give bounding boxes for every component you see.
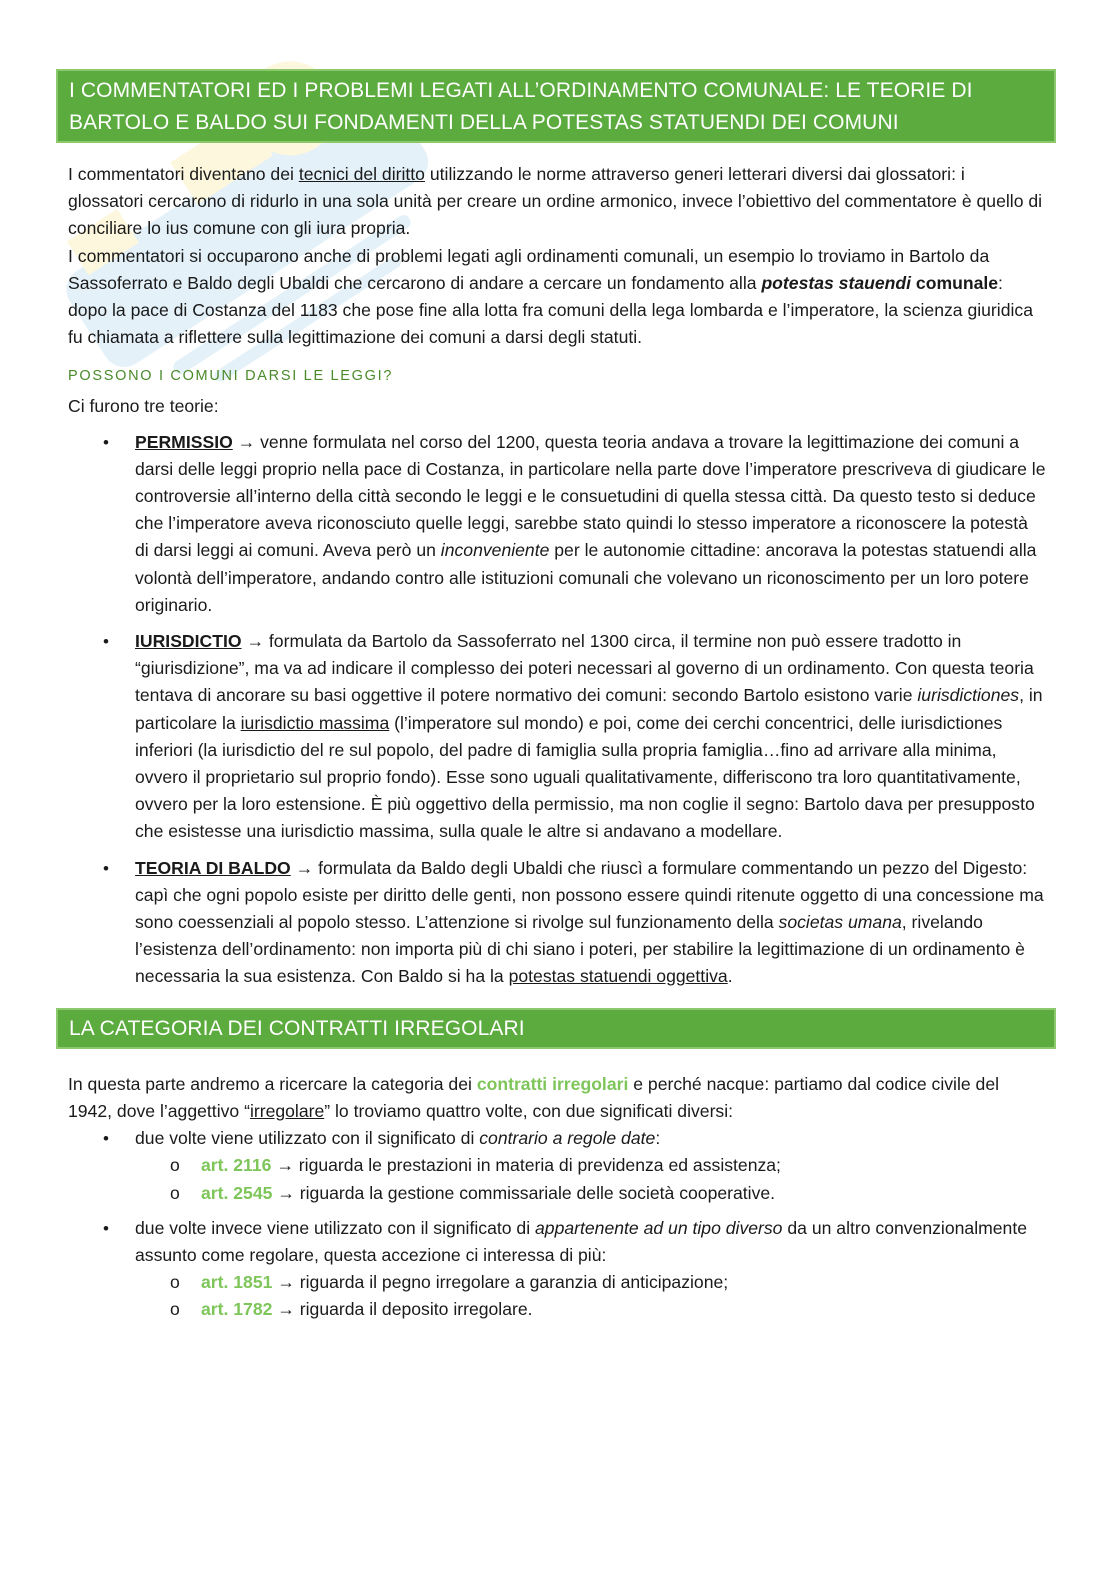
italic-term: societas umana <box>778 912 902 933</box>
arrow-icon: → <box>276 1155 294 1176</box>
list-item-appartenente <box>56 1215 1056 1324</box>
underlined-term: potestas statuendi oggettiva <box>508 966 728 987</box>
text: venne formulata nel corso del 1200, questa teoria andava a trovare la legittimazione dei comuni a darsi delle leggi proprio nella pace di Costanza, in particolare nella parte dove l’imperatore prescriveva di giudicare le controversie all’interno della città secondo le leggi e le consuetudini di quella stessa città. Da questo testo si deduce che l’imperatore aveva riconosciuto quelle leggi, sarebbe stato quindi lo stesso imperatore a riconoscere la potestà di darsi leggi ai comuni. Aveva però un <box>135 431 1046 561</box>
text: (l’imperatore sul mondo) e poi, come dei cerchi concentrici, delle iurisdictiones inferiori (la iurisdictio del re sul popolo, del padre di famiglia sulla propria famiglia…fino ad arrivare alla minima, ovvero il proprietario sul proprio fondo). Esse sono uguali qualitativamente, differiscono tra loro quantitativamente, ovvero per la loro estensione. È più oggettivo della permissio, ma non coglie il segno: Bartolo dava per presupposto che esistesse una iurisdictio massima, sulla quale le altre si andavano a modellare. <box>135 712 1035 842</box>
list-item-permissio <box>56 429 1056 619</box>
article-item <box>56 1180 1046 1207</box>
text: : dopo la pace di Costanza del 1183 che pose fine alla lotta fra comuni della lega lombarda e l’imperatore, la scienza giuridica fu chiamata a riflettere sulla legittimazione dei comuni a darsi degli statuti. <box>68 272 1033 348</box>
text: per le autonomie cittadine: ancorava la potestas statuendi alla volontà dell’imperatore, andando contro alle istituzioni comunali che volevano un riconoscimento per un loro potere originario. <box>135 540 1037 615</box>
underlined-term: tecnici del diritto <box>298 164 425 184</box>
italic-term: appartenente ad un tipo diverso <box>535 1217 783 1238</box>
italic-term: inconveniente <box>440 540 550 561</box>
article-number: art. 1782 <box>201 1299 273 1320</box>
theories-list <box>56 429 1056 991</box>
text: formulata da Baldo degli Ubaldi che riuscì a formulare commentando un pezzo del Digesto: capì che ogni popolo esiste per diritto delle genti, non possono essere quindi ritenute oggetto di una concessione ma sono coessenziali al popolo stesso. L’attenzione si rivolge sul funzionamento della <box>135 857 1044 933</box>
article-item <box>56 1296 1046 1323</box>
underlined-term: irregolare <box>249 1100 325 1121</box>
articles-list <box>56 1269 1046 1323</box>
italic-term: iurisdictiones <box>917 685 1020 706</box>
term: TEORIA DI BALDO <box>135 857 291 878</box>
text: riguarda la gestione commissariale delle società cooperative. <box>294 1182 776 1203</box>
article-number: art. 1851 <box>201 1272 273 1293</box>
text: riguarda il pegno irregolare a garanzia di anticipazione; <box>294 1272 729 1293</box>
italic-term: contrario a regole date <box>479 1128 656 1149</box>
subheading-comuni-leggi: POSSONO I COMUNI DARSI LE LEGGI? <box>68 368 394 385</box>
arrow-icon: → <box>295 857 314 878</box>
bold-term: comunale <box>911 272 999 293</box>
article-number: art. 2545 <box>201 1182 273 1203</box>
text: due volte invece viene utilizzato con il significato di <box>135 1217 535 1238</box>
term: PERMISSIO <box>135 431 233 452</box>
text: riguarda le prestazioni in materia di previdenza ed assistenza; <box>293 1155 781 1176</box>
highlight-term: contratti irregolari <box>476 1073 629 1094</box>
text: due volte viene utilizzato con il significato di <box>135 1128 480 1149</box>
article-item <box>56 1152 1046 1179</box>
text: : <box>655 1128 661 1149</box>
term: IURISDICTIO <box>135 631 242 652</box>
text: . <box>727 966 733 987</box>
text: formulata da Bartolo da Sassoferrato nel 1300 circa, il termine non può essere tradotto in “giurisdizione”, ma va ad indicare il complesso dei poteri necessari al governo di un ordinamento. Con questa teoria tentava di ancorare su basi oggettive il potere normativo dei comuni: secondo Bartolo esistono varie <box>135 631 1034 706</box>
text: riguarda il deposito irregolare. <box>294 1299 533 1320</box>
article-number: art. 2116 <box>201 1155 272 1176</box>
bold-italic-term: potestas stauendi <box>761 272 912 293</box>
arrow-icon: → <box>277 1182 295 1203</box>
text: utilizzando le norme attraverso generi letterari diversi dai glossatori: i glossatori cercarono di ridurlo in una sola unità per creare un ordine armonico, invece l’obiettivo del commentatore è quello di conciliare lo ius comune con gli iura propria. <box>68 164 1043 239</box>
text: , in particolare la <box>135 685 1043 733</box>
arrow-icon: → <box>277 1299 295 1320</box>
article-item <box>56 1269 1046 1296</box>
paragraph-ordinamenti <box>68 243 1044 352</box>
intro-text <box>56 161 1056 351</box>
text: I commentatori diventano dei <box>68 164 299 184</box>
contratti-intro <box>56 1071 1056 1125</box>
list-item-teoria-baldo <box>56 855 1056 991</box>
articles-list <box>56 1152 1046 1206</box>
text: e perché nacque: partiamo dal codice civile del 1942, dove l’aggettivo “ <box>68 1073 1000 1121</box>
paragraph-contratti <box>68 1071 1044 1125</box>
meanings-list <box>56 1125 1056 1323</box>
list-item-contrario <box>56 1125 1056 1207</box>
arrow-icon: → <box>277 1272 295 1293</box>
arrow-icon: → <box>237 431 256 452</box>
page-content <box>56 69 1056 1333</box>
arrow-icon: → <box>246 631 265 652</box>
text: In questa parte andremo a ricercare la categoria dei <box>68 1073 477 1094</box>
lead-text: Ci furono tre teorie: <box>68 396 219 417</box>
text: ” lo troviamo quattro volte, con due significati diversi: <box>324 1100 734 1121</box>
text: , rivelando l’esistenza dell’ordinamento: non importa più di chi siano i poteri, per stabilire la legittimazione di un ordinamento è necessaria la sua esistenza. Con Baldo si ha la <box>135 912 1025 987</box>
list-item-iurisdictio <box>56 628 1056 846</box>
paragraph-commentatori <box>68 161 1044 243</box>
underlined-term: iurisdictio massima <box>240 712 390 733</box>
text: I commentatori si occuparono anche di problemi legati agli ordinamenti comunali, un esempio lo troviamo in Bartolo da Sassoferrato e Baldo degli Ubaldi che cercarono di andare a cercare un fondamento alla <box>68 245 990 293</box>
section-heading-contratti-irregolari: LA CATEGORIA DEI CONTRATTI IRREGOLARI <box>56 1008 1056 1049</box>
section-heading-commentatori: I COMMENTATORI ED I PROBLEMI LEGATI ALL’ORDINAMENTO COMUNALE: LE TEORIE DI BARTOLO E BALDO SUI FONDAMENTI DELLA POTESTAS STATUENDI DEI COMUNI <box>56 69 1056 143</box>
text: da un altro convenzionalmente assunto come regolare, questa accezione ci interessa di più: <box>135 1217 1028 1265</box>
